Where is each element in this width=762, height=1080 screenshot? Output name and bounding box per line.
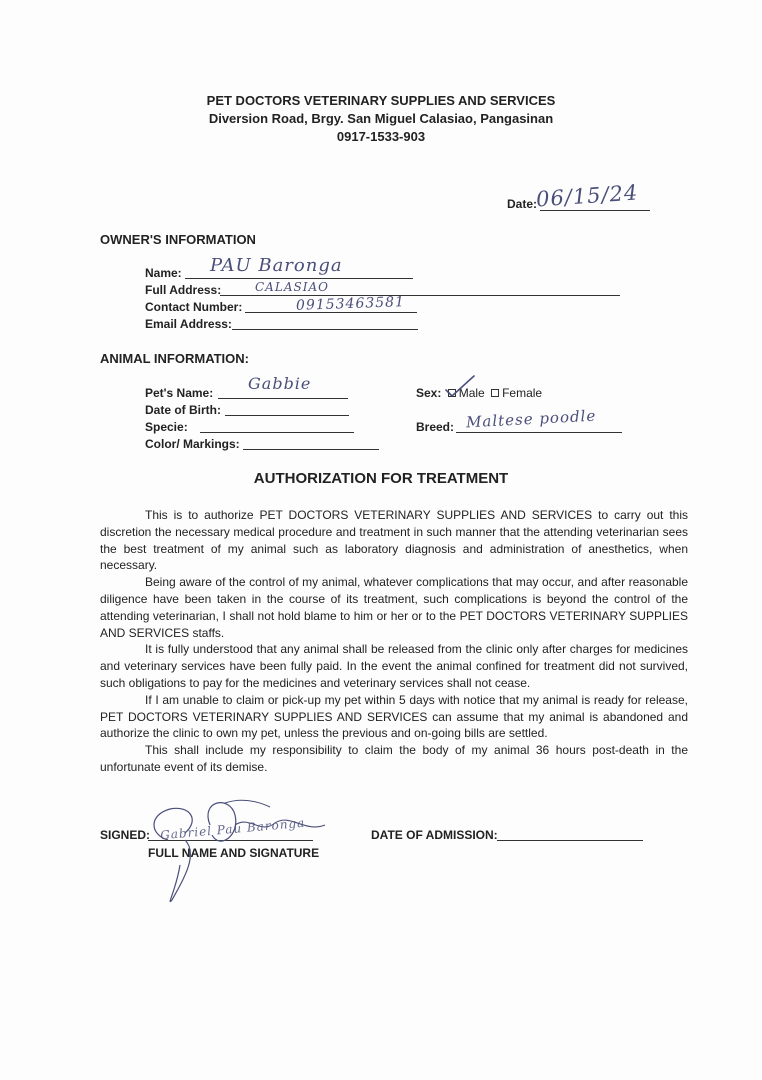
authorization-body [100,507,688,776]
clinic-phone: 0917-1533-903 [336,129,426,144]
authorization-paragraph: If I am unable to claim or pick-up my pet within 5 days with notice that my animal is ready for release, PET DOCTORS VETERINARY SUPPLIES AND SERVICES can assume that my animal is abandoned and authorize the clinic to own my pet, unless the previous and on-going bills are settled. [100,692,688,741]
handwritten-signature [140,795,340,905]
animal-section-title: ANIMAL INFORMATION: [100,351,249,366]
clinic-name: PET DOCTORS VETERINARY SUPPLIES AND SERVICES [206,93,556,108]
breed-label: Breed: [416,420,455,434]
owner-contact-label: Contact Number: [145,300,243,314]
date-value: 06/15/24 [535,180,640,212]
authorization-paragraph: It is fully understood that any animal shall be released from the clinic only after charges for medicines and veterinary services have been fully paid. In the event the animal confined for treatment did not survived, such obligations to pay for the medicines and veterinary services shall not cease. [100,642,688,690]
color-markings-label: Color/ Markings: [145,437,240,451]
authorization-title: AUTHORIZATION FOR TREATMENT [253,470,509,487]
owner-name-field[interactable] [185,278,413,279]
date-label: Date: [507,197,538,211]
clinic-address: Diversion Road, Brgy. San Miguel Calasiao, Pangasinan [208,111,554,126]
owner-address-label: Full Address: [145,283,222,297]
sex-label: Sex: [416,386,442,400]
authorization-paragraph: This is to authorize PET DOCTORS VETERINARY SUPPLIES AND SERVICES to carry out this discretion the necessary medical procedure and treatment in such manner that the attending veterinarian sees the best treatment of my animal such as laboratory diagnosis and administration of anesthetics, when necessary. [100,508,688,573]
color-markings-field[interactable] [243,449,379,450]
dob-label: Date of Birth: [145,403,221,417]
breed-field[interactable] [456,432,622,433]
admission-date-field[interactable] [497,840,643,841]
female-checkbox[interactable] [491,389,499,397]
pet-name-field[interactable] [218,398,348,399]
male-check-mark-icon [440,372,480,402]
authorization-paragraph: This shall include my responsibility to claim the body of my animal 36 hours post-death in the unfortunate event of its demise. [100,743,688,774]
owner-email-field[interactable] [232,329,418,330]
breed-value: Maltese poodle [465,406,597,432]
admission-date-label: DATE OF ADMISSION: [371,828,498,842]
male-option-label: Male [458,386,485,400]
dob-field[interactable] [225,415,349,416]
pet-name-value: Gabbie [248,374,312,393]
owner-name-label: Name: [145,266,182,280]
owner-address-value: CALASIAO [255,280,329,294]
female-option-label: Female [502,386,543,400]
specie-label: Specie: [145,420,188,434]
authorization-paragraph: Being aware of the control of my animal, whatever complications that may occur, and after reasonable diligence have been taken in the course of its treatment, such complications is beyond the control of the attending veterinarian, I shall not hold blame to him or her or to the PET DOCTORS VETERINARY SUPPLIES AND SERVICES staffs. [100,575,688,640]
owner-email-label: Email Address: [145,317,232,331]
owner-address-field[interactable] [220,295,620,296]
signed-label: SIGNED: [100,828,151,842]
pet-name-label: Pet's Name: [145,386,214,400]
owner-name-value: PAU Baronga [210,255,343,276]
signature-text: Gabriel Pau Baronga [159,815,306,843]
owner-contact-value: 09153463581 [295,294,406,314]
specie-field[interactable] [200,432,354,433]
owner-section-title: OWNER'S INFORMATION [100,232,256,247]
signature-caption: FULL NAME AND SIGNATURE [148,846,320,860]
